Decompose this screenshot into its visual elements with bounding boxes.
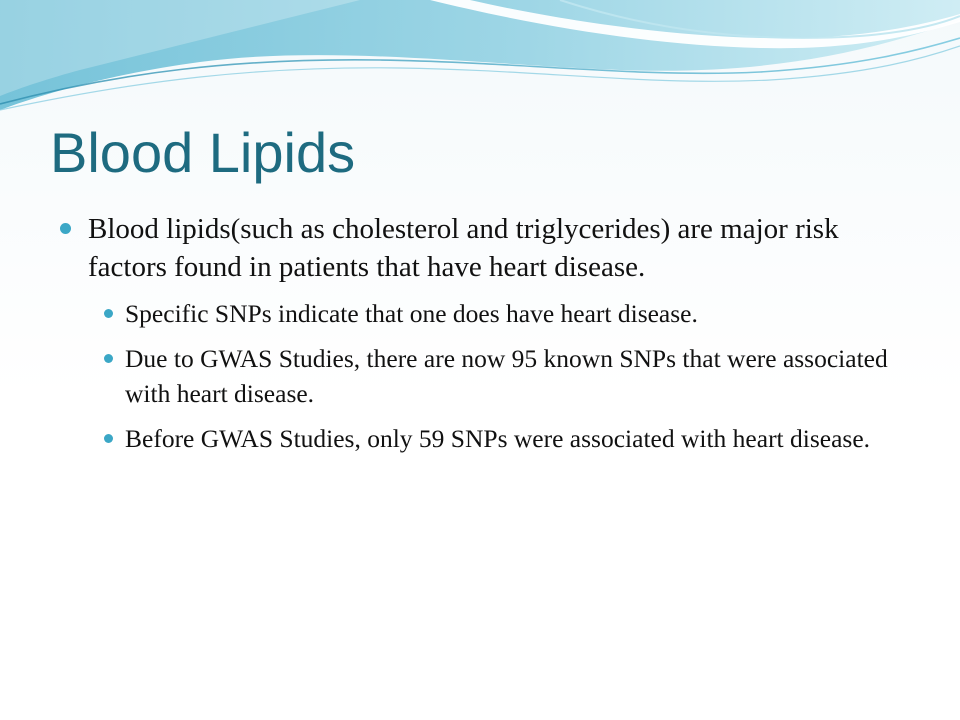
sub-bullet-item (88, 421, 900, 456)
bullet-dot-icon (104, 354, 113, 363)
sub-bullet-list (88, 296, 900, 456)
bullet-dot-icon (104, 434, 113, 443)
bullet-dot-icon (60, 223, 71, 234)
sub-bullet-text: Before GWAS Studies, only 59 SNPs were associated with heart disease. (125, 424, 871, 453)
sub-bullet-item (88, 296, 900, 331)
bullet-item (60, 210, 900, 456)
sub-bullet-text: Due to GWAS Studies, there are now 95 known SNPs that were associated with heart disease. (125, 344, 888, 408)
slide-content (60, 210, 900, 466)
bullet-text: Blood lipids(such as cholesterol and triglycerides) are major risk factors found in patients that have heart disease. (88, 213, 839, 283)
slide-title: Blood Lipids (50, 121, 356, 184)
sub-bullet-item (88, 341, 900, 411)
sub-bullet-text: Specific SNPs indicate that one does have heart disease. (125, 299, 698, 328)
bullet-list (60, 210, 900, 456)
bullet-dot-icon (104, 309, 113, 318)
header-wave-decoration (0, 0, 960, 130)
